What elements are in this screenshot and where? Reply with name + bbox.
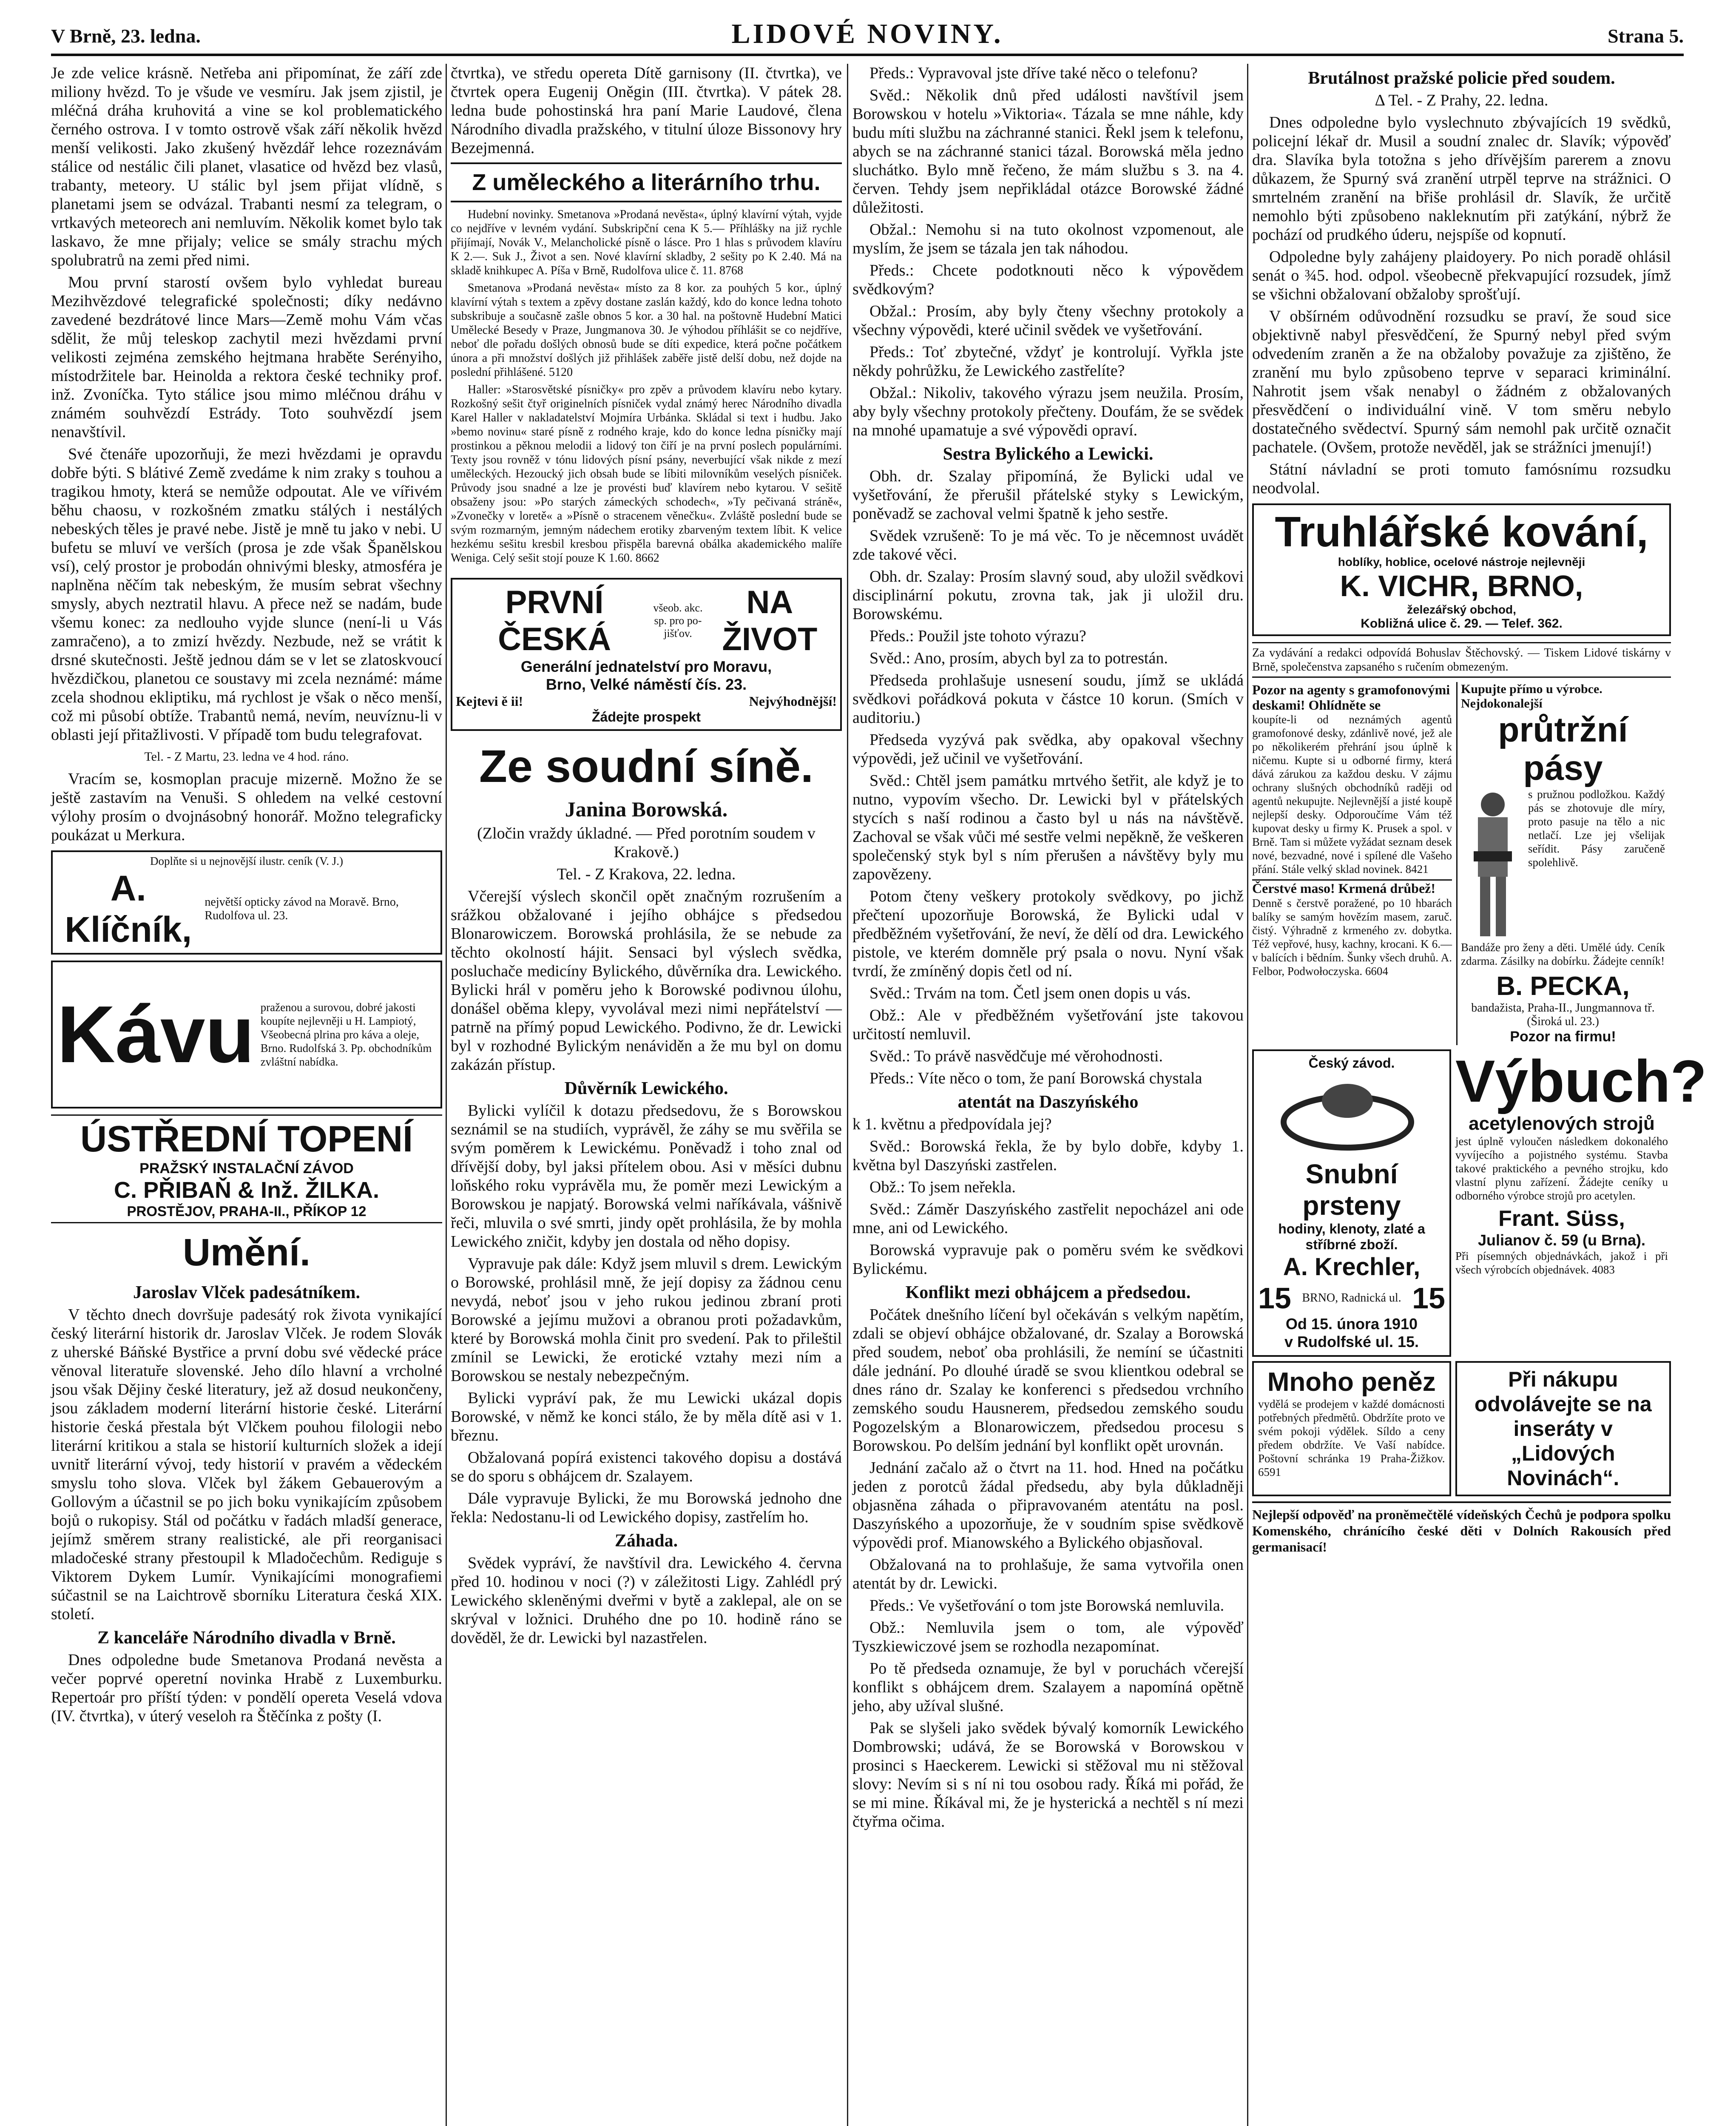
ad-text: PROSTĚJOV, PRAHA-II., PŘÍKOP 12 xyxy=(127,1203,367,1219)
ad-text: 15 xyxy=(1412,1282,1445,1315)
ad-name: Frant. Süss, xyxy=(1498,1206,1625,1231)
article-text: Svěd.: Ano, prosím, abych byl za to potrestán. xyxy=(869,649,1168,667)
article-subheading: atentát na Daszyńského xyxy=(957,1092,1139,1112)
article-text: Potom čteny veškery protokoly svědkovy, po jichž přečtení upozorňuje Borowská, že Bylicki udal v předběžném vyšetřování, že neví, že dělí od dra. Lewického pistole, ve kterém domněle prý psala o novu. Nyní však tvrdí, že zmíněný dopis četl od ní. xyxy=(852,887,1244,980)
article-heading: Janina Borowská. xyxy=(565,797,728,821)
page-number: Strana 5. xyxy=(1608,25,1684,47)
ad-text: jest úplně vyloučen následkem dokonalého vyvíjecího a pojistného systému. Stavba takové praktického a pevného strojku, kdo vlastní plynu zařízení. Žádejte ceníky u odborného výrobce strojů pro acetylen. xyxy=(1455,1135,1668,1202)
ad-text: Brno, Velké náměstí čís. 23. xyxy=(546,676,747,693)
article-text: Svěd.: Trvám na tom. Četl jsem onen dopis u vás. xyxy=(869,984,1191,1002)
article-text: k 1. květnu a předpovídala jej? xyxy=(852,1115,1052,1133)
ad-kava-title: Kávu xyxy=(57,989,255,1080)
article-text: Státní návladní se proti tomuto famósnímu rozsudku neodvolal. xyxy=(1252,460,1671,497)
ad-title: Pozor na agenty s gramofonovými deskami! Ohlídněte se xyxy=(1252,682,1450,713)
ad-prutrzni-pasy xyxy=(1456,682,1665,1045)
divider xyxy=(451,162,842,164)
article-subheading: Konflikt mezi obhájcem a předsedou. xyxy=(905,1283,1191,1302)
ad-gramofon xyxy=(1252,682,1452,1045)
ad-text: Kejtevi ě ii! xyxy=(456,694,523,709)
ad-text: BRNO, Radnická ul. xyxy=(1302,1291,1401,1305)
ad-text: Při písemných objednávkách, jakož i při všech výrobcích objednávek. 4083 xyxy=(1455,1250,1668,1276)
article-text: Předs.: Víte něco o tom, že paní Borowská chystala xyxy=(869,1069,1202,1087)
column-rule xyxy=(1247,64,1248,2126)
ad-text: Žádejte prospekt xyxy=(591,709,701,725)
ad-text: bandažista, Praha-II., Jungmannova tř. (Široká ul. 23.) xyxy=(1471,1001,1655,1028)
article-text: Dnes odpoledne bylo vyslechnuto zbývajících 19 svědků, policejní lékař dr. Musil a soudní znalec dr. Slavík; výpověď dra. Slavíka byla totožna s jeho dřívějším parerem a znovu důkazem, že Spurný svá zranění utrpěl teprve na strážnici. O smrtelném zranění na břiše prohlásil dr. Slavík, že určitě nemohlo býti způsobeno nakleknutím při zatýkání, nýbrž že pochází od prudkého úderu, nejspíše od kopnutí. xyxy=(1252,114,1671,244)
article-text: čtvrtka), ve středu opereta Dítě garnisony (II. čtvrtka), ve čtvrtek opera Eugenij Oněgin (III. čtvrtka). V pátek 28. ledna bude pohostinská hra paní Marie Laudové, člena Národního divadla pražského, v titulní úloze Bissonovy hry Bezejmenná. xyxy=(451,64,842,157)
section-title-umeni: Umění. xyxy=(182,1231,311,1274)
article-text: V obšírném odůvodnění rozsudku se praví, že soud sice objektivně nabyl přesvědčení, že Spurný nebyl před svým odvedením zraněn a že na obžaloby považuje za zjištěno, že zranění mu bylo způsobeno teprve v separaci kriminální. Nahrotit jsem však nenabyl o žádném z obžalovaných přesvědčení o individuální vině. V tom směru nebylo dostatečného svědectví. Spurný sám nemohl pak určitě označit pachatele. (Ovšem, protože nevěděl, jak se strážníci jmenují!) xyxy=(1252,307,1671,456)
article-subheading: Důvěrník Lewického. xyxy=(564,1079,728,1098)
article-text: Vypravuje pak dále: Když jsem mluvil s drem. Lewickým o Borowské, prohlásil mně, že její dopisy za žádnou cenu nevydá, neboť jsou v jeho rukou jedinou zbraní proti Borowské a jejímu mužovi a obranou proti požadavkům, které by Borowská mohla činit pro svedení. Pak to přileštil zmínil se Lewicki, že erotické vztahy mezi ním a Borowskou se nestaly nebezpečným. xyxy=(451,1255,842,1385)
article-text: Počátek dnešního líčení byl očekáván s velkým napětím, zdali se objeví obhájce obžalované, dr. Szalay a Borowská před soudem, neboť oba prohlásili, že nemíní se účastniti dále jednání. Po dlouhé úradě se svou klientkou odebral se dnes ráno dr. Szalay ke konferenci s předsedou vrchního zemského soudu Hausnerem, předsedou zemského soudu Pogozelským a Blonarowiczem, předsedou procesu s Borowskou. Po delším jednání byl konflikt opět urovnán. xyxy=(852,1306,1244,1455)
dateline: Tel. - Z Krakova, 22. ledna. xyxy=(557,865,736,883)
column-rule xyxy=(446,64,447,2126)
article-text: Po tě předseda oznamuje, že byl v poruchách včerejší konflikt s obhájcem drem. Szalayem a napomíná opětně jeho, aby užíval slušné. xyxy=(852,1660,1244,1715)
ad-text: Od 15. února 1910 xyxy=(1285,1315,1418,1333)
ad-text: Kobližná ulice č. 29. — Telef. 362. xyxy=(1361,617,1563,631)
article-text: Bylicki vylíčil k dotazu předsedovu, že s Borowskou seznámil se na studiích, vyprávěl, že záhy se mu svěřila se svým poměrem k Lewickému. Poněvadž i toho znal od dřívější doby, byl jaksi přítelem obou. Asi v měsíci dubnu loňského roku vyprávěla mu, že poměr mezi Lewickým a Borowskou je napjatý. Borowská velmi naříkávala, vášnivě řeči, mluvila o své smrti, jindy opět prohlásila, že by mohla Lewického zničit, kdyby jen dostala od něho dopisy. xyxy=(451,1102,842,1251)
article-text: Borowská vypravuje pak o poměru svém ke svědkovi Bylickému. xyxy=(852,1241,1244,1278)
ad-title: Výbuch? xyxy=(1455,1048,1707,1114)
article-text: Obžalovaná na to prohlašuje, že sama vytvořila onen atentát by dr. Lewicki. xyxy=(852,1556,1244,1592)
article-text: Obž.: Ale v předběžném vyšetřování jste takovou určitostí nemluvil. xyxy=(852,1006,1244,1043)
ad-text: Generální jednatelství pro Moravu, xyxy=(520,658,772,675)
ad-text: 15 xyxy=(1258,1282,1291,1315)
column-2 xyxy=(451,64,842,2126)
ad-text: Český závod. xyxy=(1308,1055,1395,1071)
ad-text: největší opticky závod na Moravě. Brno, Rudolfova ul. 23. xyxy=(205,895,399,922)
ad-text: C. PŘIBAŇ & Inž. ŽILKA. xyxy=(114,1177,379,1203)
article-text: Svěd.: Několik dnů před události navštívil jsem Borowskou v hotelu »Viktoria«. Tázala se mne náhle, kdy budu míti službu na záchranné stanici. Řekl jsem k telefonu, abych se na záchranné stanici tázal. Borowská měla jedno sluchátko. Bylo mně řečeno, že mám službu s 3. na 4. červen. Tehdy jsem nepřikládal otázce Borowské žádné důležitosti. xyxy=(852,86,1244,216)
column-1 xyxy=(51,64,442,2126)
ad-snubni-prsteny xyxy=(1252,1049,1451,1357)
article-text: Předs.: Chcete podotknouti něco k výpovědem svědkovým? xyxy=(852,261,1244,298)
article-text: Obž.: To jsem neřekla. xyxy=(869,1178,1016,1196)
article-text: Předs.: Použil jste tohoto výrazu? xyxy=(869,627,1086,645)
ad-text: Pozor na firmu! xyxy=(1510,1029,1616,1045)
ad-name: A. Klíčník, xyxy=(65,868,192,949)
article-text: Svědek vzrušeně: To je má věc. To je něcemnost uvádět zde takové věci. xyxy=(852,527,1244,563)
article-text: Předs.: Vypravoval jste dříve také něco o telefonu? xyxy=(869,64,1198,82)
article-subheading: (Zločin vraždy úkladné. — Před porotním soudem v Krakově.) xyxy=(477,824,815,861)
article-text: Včerejší výslech skončil opět značným rozrušením a srážkou obžalované i jejího obhájce s předsedou Blonarowiczem. Borowská prohlásila, že se nebude za těchto okolností hájit. Sensaci byl výslech svědka, posluchače medicíny Bylického, důvěrníka dra. Lewického. Bylicki hrál v poměru jeho k Borowské podivnou úlohu, donášel oběma klepy, vyvolával mezi nimi nepřátelství — patrně na přímý popud Lewického. Podivno, že dr. Lewicki byl v rozhodné Bylickým nenáviděn a že mu byl on domu zakázán přístup. xyxy=(451,887,842,1074)
ad-text: koupíte-li od neznámých agentů gramofonové desky, zdánlivě nové, jež ale po několikerém přehrání jsou úplně k ničemu. Kupte si u odborné firmy, která dává zárukou za každou desku. V zájmu ochrany slušných obchodníků raději od agentů nekupujte. Nejlevnější a jisté koupě nejlepší desky. Odporoučíme Vám též kupovat desky u firmy K. Prusek a spol. v Brně. Tam si můžete vyžádat seznam desek nové, bezvadné, nové i spílené dle Vašeho přání. Stále velký sklad novinek. 8421 xyxy=(1252,713,1452,875)
article-text: Svěd.: To právě nasvědčuje mé věrohodnosti. xyxy=(869,1047,1163,1065)
ad-title: NA ŽIVOT xyxy=(722,584,818,657)
article-text: Obžal.: Prosím, aby byly čteny všechny protokoly a všechny výpovědi, které učinil svědek ve vyšetřování. xyxy=(852,302,1244,339)
ad-text: všeob. akc. sp. pro po-jišťov. xyxy=(653,602,703,640)
ad-row xyxy=(1252,682,1671,1045)
article-text: Svědek vypráví, že navštívil dra. Lewického 4. června před 10. hodinou v noci (?) v záležitosti Ligy. Zahlédl prý Lewického skleněnými dveřmi v bytě a zaklepal, ale on se skrýval v ložnici. Druhého dne po 10. hodině ráno se dověděl, že dr. Lewicki byl nazastřelen. xyxy=(451,1554,842,1647)
ad-title: Truhlářské kování, xyxy=(1275,508,1648,556)
article-text: Odpoledne byly zahájeny plaidoyery. Po nich poradě ohlásil senát o ¾5. hod. odpol. všeobecně překvapující rozsudek, jímž se všichni obžalovaní obžaloby sprošťují. xyxy=(1252,248,1671,303)
notice-text: Hudební novinky. Smetanova »Prodaná nevěsta«, úplný klavírní výtah, vyjde co nejdříve v levném vydání. Subskripční cena K 5.— Příhlášky na již rychle přijímají, Novák V., Melancholické písně o lásce. Pro 1 hlas s průvodem klavíru K 2.—. Suk J., Život a sen. Nové klavírní skladby, 2 sešity po K 2.40. Má na skladě knihkupec A. Píša v Brně, Rudolfova ulice č. 11. 8768 xyxy=(451,208,842,277)
ad-text: Doplňte si u nejnovější ilustr. ceník (V. J.) xyxy=(150,855,343,867)
ad-title: PRVNÍ ČESKÁ xyxy=(498,584,611,657)
dateline: Tel. - Z Martu, 23. ledna ve 4 hod. ráno. xyxy=(144,750,349,764)
article-text: Obžalovaná popírá existenci takového dopisu a dostává se do sporu s obhájcem dr. Szalayem. xyxy=(451,1449,842,1485)
ad-text: Julianov č. 59 (u Brna). xyxy=(1477,1231,1646,1249)
ad-row xyxy=(1252,1361,1671,1496)
ad-mnoho-penez xyxy=(1252,1361,1451,1496)
article-text: Obh. dr. Szalay: Prosím slavný soud, aby uložil svědkovi disciplinární pokutu, zrovna tak, jak ji uložil dru. Borowskému. xyxy=(852,568,1244,623)
article-text: Mou první starostí ovšem bylo vyhledat bureau Mezihvězdové telegrafické společnosti; díky nedávno zavedené bezdrátové lince Mars—Země mohu Vám včas sdělit, že můj teleskop zachytil mezi hvězdami první velikosti zejména zemského hejtmana hraběte Serényiho, místodržitele bar. Heinolda a rektora české techniky prof. inž. Zvoníčka. Tyto stálice jsou mimo mléčnou dráhu v známém souhvězdí Estrády. Toto souhvězdí jsem nenavštívil. xyxy=(51,273,442,441)
article-text: Předs.: Ve vyšetřování o tom jste Borowská nemluvila. xyxy=(869,1597,1225,1614)
imprint: Za vydávání a redakci odpovídá Bohuslav Štěchovský. — Tiskem Lidové tiskárny v Brně, společenstva zapsaného s ručením obmezeným. xyxy=(1252,642,1671,678)
article-text: Obh. dr. Szalay připomíná, že Bylicki udal ve vyšetřování, že přerušil přátelské styky s Lewickým, poněvadž se zachoval velmi špatně k jeho sestře. xyxy=(852,467,1244,523)
ad-text: v Rudolfské ul. 15. xyxy=(1284,1333,1419,1350)
ad-name: K. VICHR, BRNO, xyxy=(1340,569,1583,603)
article-text: Obžal.: Nemohu si na tuto okolnost vzpomenout, ale myslím, že jsem se tázala jen tak náhodou. xyxy=(852,221,1244,257)
ad-text: železářský obchod, xyxy=(1407,603,1516,616)
ad-text: hoblíky, hoblice, ocelové nástroje nejlevněji xyxy=(1338,555,1585,568)
notice-text: Smetanova »Prodaná nevěsta« místo za 8 kor. za pouhých 5 kor., úplný klavírní výtah s textem a zpěvy dostane zaslán každý, kdo do konce ledna tohoto subskribuje a současně zašle obnos 5 kor. a 30 hal. na poštovně Hudební Matici Umělecké Besedy v Praze, Jungmanova 30. Je výhodou příhlášit se co nejdříve, neboť dle pořadu došlých obnosů bude se díti expedice, která počne počátkem února a při množství došlých již přihlášek zaběře jistě delší dobu, než dojde na poslední přihlášené. 5120 xyxy=(451,281,842,379)
ad-text: Při nákupu odvolávejte se na inseráty v „Lidových Novinách“. xyxy=(1474,1367,1652,1490)
ring-figure xyxy=(1258,1071,1437,1156)
article-text: Bylicki vypráví pak, že mu Lewicki ukázal dopis Borowské, v němž ke konci stálo, že by měla dítě asi v 1. březnu. xyxy=(451,1389,842,1444)
ad-text: Denně s čerstvě poražené, po 10 hbarách balíky se samým hovězím masem, zaruč. čistý. Výhradně z krmeného zv. dobytka. Též vepřové, husy, kachny, krocani. K 6.— v balících i bědním. Šunky všech druhů. A. Felbor, Podwołoczyska. 6604 xyxy=(1252,897,1452,978)
section-title: Z uměleckého a literárního trhu. xyxy=(472,170,821,195)
ad-text: Kupujte přímo u výrobce. Nejdokonalejší xyxy=(1461,682,1602,711)
ad-text: praženou a surovou, dobré jakosti koupíte nejlevněji u H. Lampiotý, Všeobecná plrina pro káva a oleje, Brno. Rudolfská 3. Pp. obchodníkům zvláštní nabídka. xyxy=(260,1001,432,1068)
ad-title: ÚSTŘEDNÍ TOPENÍ xyxy=(80,1119,413,1160)
ad-title: Čerstvé maso! Krmená drůbež! xyxy=(1252,881,1435,896)
ad-text: PRAŽSKÝ INSTALAČNÍ ZÁVOD xyxy=(139,1160,354,1177)
ad-acetylen xyxy=(1455,1048,1707,1357)
masthead: LIDOVÉ NOVINY. xyxy=(731,18,1003,49)
page-header xyxy=(51,15,1684,56)
article-heading: Z kanceláře Národního divadla v Brně. xyxy=(97,1628,396,1648)
notice-komensky: Nejlepší odpověď na proněmečtělé vídeňských Čechů je podpora spolku Komenského, chránícího české děti v Dolních Rakousích před germanisací! xyxy=(1252,1501,1671,1555)
ad-text: s pružnou podložkou. Každý pás se zhotovuje dle míry, proto pasuje na tělo a nic netlačí. Lze jej všelijak seřídit. Pásy zaručeně spolehlivě. xyxy=(1528,788,1665,869)
ad-truhlarske-kovani xyxy=(1252,503,1671,636)
column-4 xyxy=(1252,64,1707,2126)
article-text: V těchto dnech dovršuje padesátý rok života vynikající český literární historik dr. Jaroslav Vlček. Je rodem Slovák z uherské Báňské Bystřice a první dobu své vědecké práce věnoval literatuře slovenské. Jeho dílo hlavní a vrcholné jsou však Dějiny české literatury, jež až dosud neukončeny, jsou základem moderní literární historie české. Literární historie česká přestala být Vlčkem pouhou filologii nebo literární kritikou a stala se historií kulturních složek a idejí uvnitř literární vývoj, tedy historií v pravém a vědeckém smyslu toho slova. Vlček byl žákem Gebauerovým a Gollovým a účastnil se po jich boku vynikajícím způsobem bojů o rukopisy. Stál od počátku v řadách mladší generace, jejímž směrem strany realistické, ale při reorganisaci mladočeské strany přestoupil k Mladočechům. Rediguje s Viktorem Dykem Lumír. Vynikajícími monografiemi súčastnil se na Laichtrově sborníku Literatura česká XIX. století. xyxy=(51,1306,442,1623)
truss-figure xyxy=(1461,787,1525,941)
section-title-soud: Ze soudní síně. xyxy=(479,740,814,792)
article-text: Je zde velice krásně. Netřeba ani připomínat, že září zde miliony hvězd. To je všude ve vesmíru. Jak jsem zjistil, je mléčná dráha kruhovitá a vine se kol problematického černého ostrova. I v tomto ostrově však září několik hvězd menší velikosti. Jako zkušený hvězdář lehce rozeznávám stálice od nestálic čili planet, vlasatice od hvězd bez vlasů, trabanty, meteory. U stálic byl jsem přijat vlídně, s planetami jsem se odvázal. Trabanti nesmí za telegram, o vrtkavých meteorech ani nemluvím. Několik komet bylo tak laskavo, že mne přijaly; velice se smály strachu mých spolubratrů na zemi před nimi. xyxy=(51,64,442,269)
ad-title: Snubní prsteny xyxy=(1302,1159,1401,1221)
divider xyxy=(451,201,842,202)
dateline: Δ Tel. - Z Prahy, 22. ledna. xyxy=(1375,91,1548,109)
notice-text: Haller: »Starosvětské písničky« pro zpěv a průvodem klavíru nebo kytary. Rozkošný sešit čtyř originelních písniček vydal známý herec Národního divadla Karel Haller v nakladatelství Mojmíra Urbánka. Skládal si text i hudbu. Jako »bemo novinu« staré písně z rodného kraje, kdo do konce ledna písničky mají prostinkou a pěknou melodii a lidový ton čiří je na první poslech populárními. Texty jsou rovněž v tónu lidových písní psány, neverbující však nikde z mezí uměleckých. Hezoucký jich obsah bude se líbiti milovníkům veselých písniček. Průvody jsou snadné a lze je provésti buď klavírem nebo kytarou. V sešitě obsaženy jsou: »Po starých zámeckých schodech«, »Ty pečivaná stráně«, »Zvonečky v loretě« a »Písně o stracenem věnečku«. Zvláště poslední bude se svým rozmarným, jemným nádechem erotiky zbarveným textem líbit. K velice hezkému sešitu kresbil kresbou přispěla barevná obálka akademického malíře Weniga. Celý sešit stojí pouze K 1.60. 8662 xyxy=(451,383,842,565)
ad-text: acetylenových strojů xyxy=(1469,1113,1655,1134)
article-text: Pak se slyšeli jako svědek bývalý komorník Lewického Dombrowski; udává, že se Borowská v Borowskou v prosinci s Haeckerem. Lewicki si stěžoval mu ni stěžoval slovy: Nevím si s ní ni tou osobou rady. Říká mi pořád, že se mi mine. Říkával mi, že je hysterická a nechtěl s ní mezi čtyřma očima. xyxy=(852,1719,1244,1830)
article-text: Svěd.: Záměr Daszyńského zastřelit nepocházel ani ode mne, ani od Lewického. xyxy=(852,1200,1244,1237)
article-subheading: Záhada. xyxy=(614,1531,678,1551)
article-text: Své čtenáře upozorňuji, že mezi hvězdami je opravdu dobře býti. S blátivé Země zvedáme k nim zraky s touhou a tragikou hmoty, která se nemůže odpoutat. Ale ve vířivém běhu chaosu, v rozkošném zmatku stálých i nestálých nebeských těles je pravé nebe. Jistě je mně tu jako v nebi. U bufetu se mluví ve verších (prosa je zde však Španělskou vsí), celý prostor je probodán ohnivými blesky, atmosféra je naplněna něčím tak nebeským, že musím sebrat všechny smysly, abych neztratil hlavu. A přece než se nadám, bude všemu konec: za nedlouho vyjde slunce (není-li u Vás zamračeno), a to zmizí hvězdy. Nezbude, než se vrátit k drsné skutečnosti. Ještě jednou dám se v let se zlatoskvoucí hvězdičkou, planetou ce soustavy mi zcela neznámé: máme zcela shodnou ekliptiku, má rychlost je však o něco menší, což mi působí obtíže. Trabantů nemá, nevím, neuvíznu-li v oblasti její přitažlivosti. V případě tom budu telegrafovat. xyxy=(51,445,442,744)
article-text: Dnes odpoledne bude Smetanova Prodaná nevěsta a večer poprvé operetní novinka Hrabě z Luxemburku. Repertoár pro příští týden: v pondělí opereta Veselá vdova (IV. čtvrtka), v úterý veseloh ra Štěčínka z pošty (I. xyxy=(51,1651,442,1725)
article-subheading: Sestra Bylického a Lewicki. xyxy=(943,444,1154,464)
ad-row xyxy=(1252,1048,1707,1357)
article-heading: Brutálnost pražské policie před soudem. xyxy=(1308,68,1615,88)
ad-prvni-ceska xyxy=(451,578,842,731)
ad-inseraty xyxy=(1455,1361,1671,1496)
article-text: Obžal.: Nikoliv, takového výrazu jsem neužila. Prosím, aby byly všechny protokoly přečteny. Doufám, že se svědek na mnohé upamatuje a své výpovědi opraví. xyxy=(852,384,1244,439)
ad-topeni xyxy=(51,1114,442,1223)
article-text: Dále vypravuje Bylicki, že mu Borowská jednoho dne řekla: Nedostanu-li od Lewického dopisy, zastřelím ho. xyxy=(451,1489,842,1526)
article-text: Obž.: Nemluvila jsem o tom, ale výpověď Tyszkiewiczové jsem se rozhodla nezapomínat. xyxy=(852,1619,1244,1655)
ad-text: Nejvýhodnější! xyxy=(749,694,837,709)
article-heading: Jaroslav Vlček padesátníkem. xyxy=(133,1283,360,1302)
ad-text: hodiny, klenoty, zlaté a stříbrné zboží. xyxy=(1278,1221,1425,1252)
article-text: Svěd.: Borowská řekla, že by bylo dobře, kdyby 1. května byl Daszyński zastřelen. xyxy=(852,1137,1244,1174)
ad-text: vydělá se prodejem v každé domácnosti potřebných předmětů. Obdržíte proto ve svém pokoji výdělek. Síldo a ceny předem obdržíte. Ve Vaší nabídce. Poštovní schránka 19 Praha-Žižkov. 6591 xyxy=(1258,1398,1445,1478)
ad-kava xyxy=(51,961,442,1108)
article-text: Předseda prohlašuje usnesení soudu, jímž se ukládá svědkovi pořádková pokuta v částce 10 korun. (Smích v auditoriu.) xyxy=(852,671,1244,727)
column-3 xyxy=(852,64,1244,2126)
ad-name: A. Krechler, xyxy=(1283,1253,1421,1281)
ad-klicnik xyxy=(51,850,442,955)
column-rule xyxy=(847,64,848,2126)
article-text: Vracím se, kosmoplan pracuje mizerně. Možno že se ještě zastavím na Venuši. S ohledem na velké cestovní výlohy prosím o dvojnásobný honorář. Možno telegraficky poukázat u Merkura. xyxy=(51,770,442,844)
ad-text: Bandáže pro ženy a děti. Umělé údy. Ceník zdarma. Zásilky na dobírku. Žádejte cenník! xyxy=(1461,941,1665,967)
article-text: Svěd.: Chtěl jsem památku mrtvého šetřit, ale když je to nutno, vypovím všecho. Dr. Lewicki byl v přátelských stycích s naší rodinou a často byl u nás na návštěvě. Zachoval se však vůči mé sestře velmi nepěkně, že veškeren společenský styk byl s ním přerušen a návštěvy byly mu zapovězeny. xyxy=(852,772,1244,883)
ad-title: průtržní pásy xyxy=(1498,711,1628,787)
ad-name: B. PECKA, xyxy=(1496,972,1630,1001)
header-date: V Brně, 23. ledna. xyxy=(51,25,201,47)
article-text: Předs.: Toť zbytečné, vždyť je kontrolují. Vyřkla jste někdy pohrůžku, že Lewického zastřelíte? xyxy=(852,343,1244,380)
ad-title: Mnoho peněz xyxy=(1267,1367,1436,1397)
article-text: Jednání začalo až o čtvrt na 11. hod. Hned na počátku jeden z porotců žádal předsedu, aby byla důkladněji objasněna záhada o připravovaném atentátu na posl. Daszyńského a upozorňuje, že v soudním spise svědkově výpovědi prof. Mianowského a Bylického objasňoval. xyxy=(852,1459,1244,1552)
article-text: Předseda vyzývá pak svědka, aby opakoval všechny výpovědi, jež učinil ve vyšetřování. xyxy=(852,731,1244,767)
